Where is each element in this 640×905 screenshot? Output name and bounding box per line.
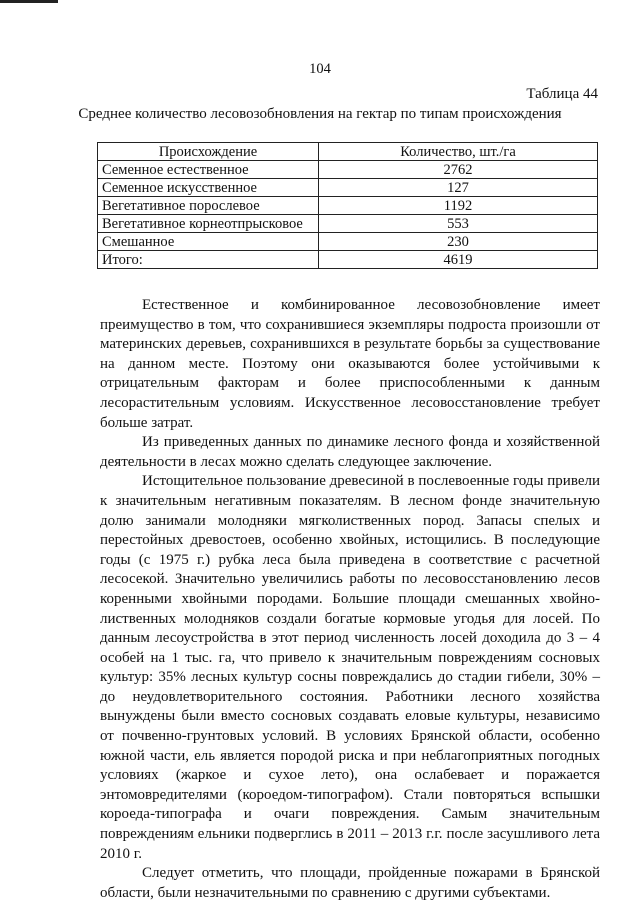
table-row xyxy=(98,215,598,233)
row-origin: Семенное естественное xyxy=(98,161,319,179)
table-title: Среднее количество лесовозобновления на гектар по типам происхождения xyxy=(78,106,562,122)
row-origin: Семенное искусственное xyxy=(98,179,319,197)
body-text xyxy=(100,296,600,903)
column-header-quantity: Количество, шт./га xyxy=(319,143,598,161)
table-total-row xyxy=(98,251,598,269)
table-row xyxy=(98,197,598,215)
paragraph: Истощительное пользование древесиной в послевоенные годы привели к значительным негативным показателям. В лесном фонде значительную долю занимали молодняки мягколиственных пород. Запасы спелых и перестойных древостоев, особенно хвойных, истощились. В последующие годы (с 1975 г.) рубка леса была приведена в соответствие с расчетной лесосекой. Значительно увеличились работы по лесовосстановлению лесов коренными хвойными породами. Большие площади смешанных хвойно-лиственных молодняков создали богатые кормовые угодья для лосей. По данным лесоустройства в этот период численность лосей доходила до 3 – 4 особей на 1 тыс. га, что привело к значительным повреждениям сосновых культур: 35% лесных культур сосны повреждались до стадии гибели, 30% – до неудовлетворительного состояния. Работники лесного хозяйства вынуждены были вместо сосновых создавать еловые культуры, независимо от почвенно-грунтовых условий. В условиях Брянской области, особенно южной части, ель является породой риска и при неблагоприятных погодных условиях (жаркое и сухое лето), она ослабевает и поражается энтомовредителями (короедом-типографом). Стали повторяться вспышки короеда-типографа и очаги повреждения. Самым значительным повреждениям ельники подверглись в 2011 – 2013 г.г. после засушливого лета 2010 г. xyxy=(100,473,600,862)
table-label: Таблица 44 xyxy=(526,86,598,102)
table-row xyxy=(98,161,598,179)
row-value: 127 xyxy=(319,179,598,197)
total-value: 4619 xyxy=(319,251,598,269)
row-origin: Вегетативное порослевое xyxy=(98,197,319,215)
table-header-row xyxy=(98,143,598,161)
regeneration-table xyxy=(97,142,598,269)
row-value: 1192 xyxy=(319,197,598,215)
table-row xyxy=(98,233,598,251)
paragraph: Следует отметить, что площади, пройденные пожарами в Брянской области, были незначительными по сравнению с другими субъектами. xyxy=(100,865,600,901)
row-origin: Вегетативное корнеотпрысковое xyxy=(98,215,319,233)
row-value: 230 xyxy=(319,233,598,251)
row-value: 553 xyxy=(319,215,598,233)
column-header-origin: Происхождение xyxy=(98,143,319,161)
total-label: Итого: xyxy=(98,251,319,269)
page-number: 104 xyxy=(309,61,331,77)
row-origin: Смешанное xyxy=(98,233,319,251)
paragraph: Естественное и комбинированное лесовозобновление имеет преимущество в том, что сохранившиеся экземпляры подроста произошли от материнских деревьев, сохранившихся в результате борьбы за существование на данном месте. Поэтому они оказываются более устойчивыми к отрицательным факторам и более приспособленными к данным лесорастительным условиям. Искусственное лесовосстановление требует больше затрат. xyxy=(100,297,600,431)
top-edge-rule xyxy=(0,0,58,3)
table-row xyxy=(98,179,598,197)
paragraph: Из приведенных данных по динамике лесного фонда и хозяйственной деятельности в лесах можно сделать следующее заключение. xyxy=(100,434,600,470)
row-value: 2762 xyxy=(319,161,598,179)
